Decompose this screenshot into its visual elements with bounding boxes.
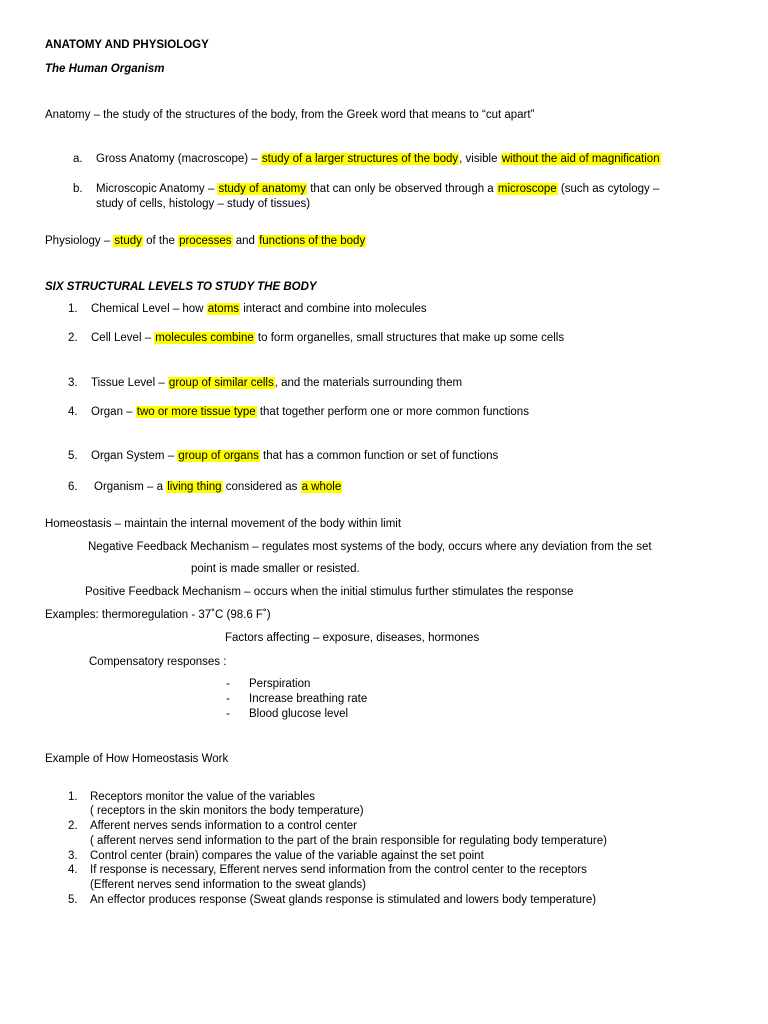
highlight: study [114, 235, 142, 247]
step-number: 5. [68, 894, 78, 906]
highlight: study of anatomy [218, 183, 307, 195]
dash-bullet: - [226, 708, 230, 720]
highlight: study of a larger structures of the body [261, 153, 459, 165]
homeostasis-definition: Homeostasis – maintain the internal movement of the body within limit [45, 518, 402, 530]
highlight: molecules combine [155, 332, 254, 344]
step-item: Afferent nerves sends information to a control center [90, 820, 357, 832]
highlight: atoms [207, 303, 240, 315]
level-number: 1. [68, 303, 78, 315]
gross-anatomy-item: Gross Anatomy (macroscope) – study of a larger structures of the body, visible without the aid of magnification [96, 153, 660, 165]
physiology-definition: Physiology – study of the processes and functions of the body [45, 235, 366, 247]
highlight: a whole [301, 481, 342, 493]
dash-bullet: - [226, 693, 230, 705]
step-number: 1. [68, 791, 78, 803]
document-title: ANATOMY AND PHYSIOLOGY [45, 39, 209, 51]
microscopic-anatomy-continuation: study of cells, histology – study of tissues) [96, 198, 311, 210]
level-number: 4. [68, 406, 78, 418]
step-item: Receptors monitor the value of the variables [90, 791, 316, 803]
document-subtitle: The Human Organism [45, 63, 165, 75]
compensatory-heading: Compensatory responses : [89, 656, 227, 668]
level-item: Organ – two or more tissue type that together perform one or more common functions [91, 406, 529, 418]
highlight: group of organs [178, 450, 259, 462]
highlight: two or more tissue type [136, 406, 256, 418]
negative-feedback-line-2: point is made smaller or resisted. [191, 563, 360, 575]
example-heading: Example of How Homeostasis Work [45, 753, 229, 765]
step-number: 4. [68, 864, 78, 876]
compensatory-item: Increase breathing rate [249, 693, 368, 705]
step-item: An effector produces response (Sweat glands response is stimulated and lowers body temperature) [90, 894, 597, 906]
step-note: (Efferent nerves send information to the sweat glands) [90, 879, 366, 891]
step-number: 3. [68, 850, 78, 862]
levels-heading: SIX STRUCTURAL LEVELS TO STUDY THE BODY [45, 281, 317, 293]
dash-bullet: - [226, 678, 230, 690]
compensatory-item: Blood glucose level [249, 708, 349, 720]
highlight: without the aid of magnification [501, 153, 660, 165]
step-note: ( afferent nerves send information to the part of the brain responsible for regulating body temperature) [90, 835, 607, 847]
positive-feedback: Positive Feedback Mechanism – occurs when the initial stimulus further stimulates the response [85, 586, 574, 598]
microscopic-anatomy-item: Microscopic Anatomy – study of anatomy that can only be observed through a microscope (such as cytology – [96, 183, 660, 195]
highlight: functions of the body [259, 235, 366, 247]
highlight: group of similar cells [168, 377, 274, 389]
compensatory-item: Perspiration [249, 678, 311, 690]
level-item: Organism – a living thing considered as a whole [94, 481, 342, 493]
negative-feedback-line-1: Negative Feedback Mechanism – regulates most systems of the body, occurs where any deviation from the set [88, 541, 652, 553]
level-number: 3. [68, 377, 78, 389]
examples-line: Examples: thermoregulation - 37˚C (98.6 F˚) [45, 609, 271, 621]
anatomy-type-marker: a. [73, 153, 83, 165]
step-number: 2. [68, 820, 78, 832]
level-item: Cell Level – molecules combine to form organelles, small structures that make up some cells [91, 332, 565, 344]
level-item: Tissue Level – group of similar cells, and the materials surrounding them [91, 377, 463, 389]
highlight: living thing [167, 481, 222, 493]
anatomy-definition: Anatomy – the study of the structures of the body, from the Greek word that means to “cut apart” [45, 109, 535, 121]
step-note: ( receptors in the skin monitors the body temperature) [90, 805, 364, 817]
step-item: If response is necessary, Efferent nerves send information from the control center to the receptors [90, 864, 587, 876]
factors-line: Factors affecting – exposure, diseases, hormones [225, 632, 480, 644]
highlight: processes [179, 235, 232, 247]
step-item: Control center (brain) compares the value of the variable against the set point [90, 850, 484, 862]
level-item: Organ System – group of organs that has a common function or set of functions [91, 450, 499, 462]
level-number: 5. [68, 450, 78, 462]
level-item: Chemical Level – how atoms interact and combine into molecules [91, 303, 427, 315]
level-number: 2. [68, 332, 78, 344]
anatomy-type-marker: b. [73, 183, 83, 195]
highlight: microscope [497, 183, 557, 195]
level-number: 6. [68, 481, 78, 493]
